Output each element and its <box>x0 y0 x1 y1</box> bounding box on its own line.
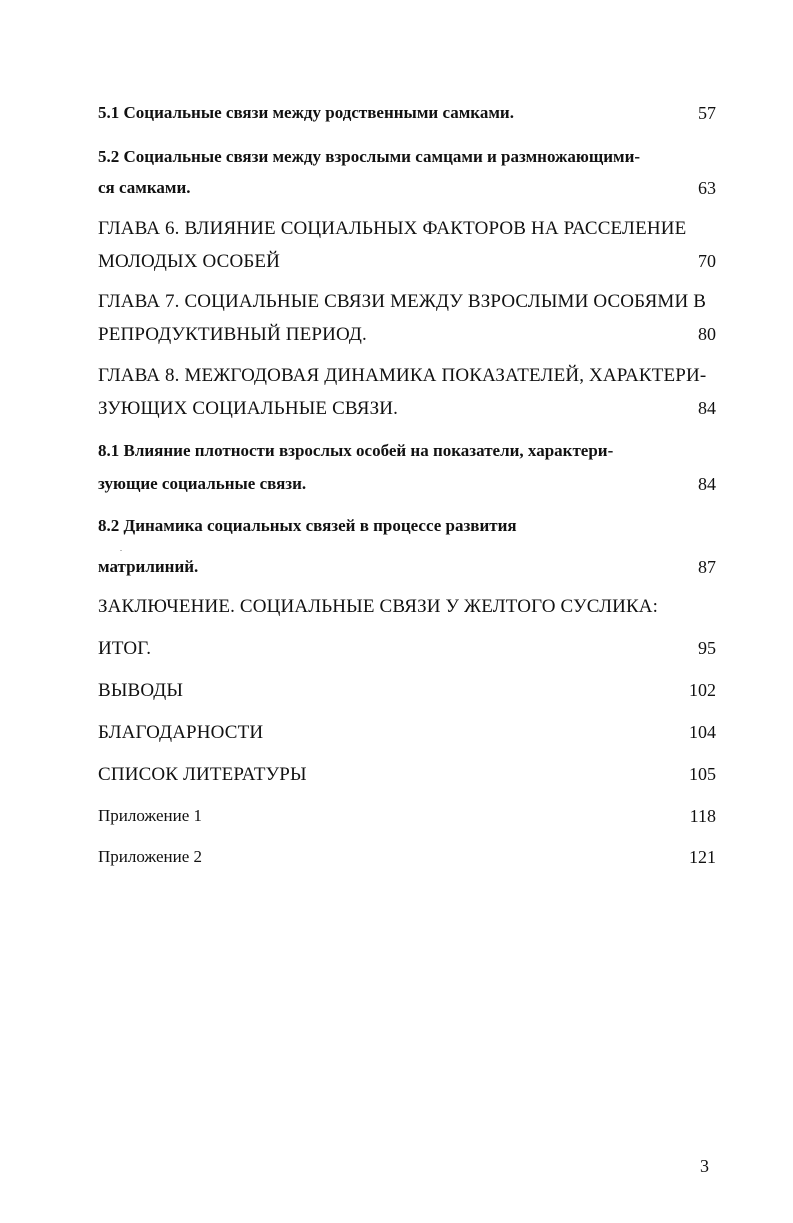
toc-page-number: 63 <box>698 178 716 198</box>
toc-page-number: 87 <box>698 557 716 577</box>
toc-entry-text: ВЫВОДЫ <box>98 680 184 701</box>
toc-page-number: 102 <box>689 680 716 700</box>
toc-entry-text: 8.2 Динамика социальных связей в процессе развития <box>98 516 517 535</box>
toc-page-number: 70 <box>698 251 716 271</box>
toc-entry-text-cont: ся самками. <box>98 178 191 197</box>
toc-page-number: 95 <box>698 638 716 658</box>
toc-page-number: 57 <box>698 103 716 123</box>
toc-page-number: 118 <box>689 806 716 826</box>
toc-page-number: 105 <box>689 764 716 784</box>
toc-entry-text: 8.1 Влияние плотности взрослых особей на показатели, характери- <box>98 441 614 460</box>
toc-entry-text: ГЛАВА 8. МЕЖГОДОВАЯ ДИНАМИКА ПОКАЗАТЕЛЕЙ, ХАРАКТЕРИ- <box>98 365 707 386</box>
toc-entry-text: ГЛАВА 6. ВЛИЯНИЕ СОЦИАЛЬНЫХ ФАКТОРОВ НА РАССЕЛЕНИЕ <box>98 218 687 239</box>
toc-page-number: 84 <box>698 474 716 494</box>
toc-entry-text: БЛАГОДАРНОСТИ <box>98 722 264 743</box>
scan-speck <box>120 550 122 551</box>
toc-entry-text: Приложение 1 <box>98 806 202 825</box>
toc-page-number: 84 <box>698 398 716 418</box>
toc-entry-text: Приложение 2 <box>98 847 202 866</box>
toc-entry-text: 5.1 Социальные связи между родственными самками. <box>98 103 514 122</box>
toc-entry-text-cont: матрилиний. <box>98 557 199 576</box>
toc-page-number: 80 <box>698 324 716 344</box>
toc-page-number: 104 <box>689 722 716 742</box>
toc-entry-text-cont: зующие социальные связи. <box>98 474 307 493</box>
toc-entry-text-cont: МОЛОДЫХ ОСОБЕЙ <box>98 251 281 272</box>
toc-entry-text-cont: РЕПРОДУКТИВНЫЙ ПЕРИОД. <box>98 324 367 345</box>
toc-entry-text: ГЛАВА 7. СОЦИАЛЬНЫЕ СВЯЗИ МЕЖДУ ВЗРОСЛЫМИ ОСОБЯМИ В <box>98 291 707 312</box>
toc-entry-text: ЗАКЛЮЧЕНИЕ. СОЦИАЛЬНЫЕ СВЯЗИ У ЖЕЛТОГО СУСЛИКА: <box>98 596 659 617</box>
toc-page-number: 121 <box>689 847 716 867</box>
toc-entry-text: 5.2 Социальные связи между взрослыми самцами и размножающими- <box>98 147 641 166</box>
toc-entry-text-cont: ЗУЮЩИХ СОЦИАЛЬНЫЕ СВЯЗИ. <box>98 398 399 419</box>
toc-entry-text: СПИСОК ЛИТЕРАТУРЫ <box>98 764 307 785</box>
footer-page-number: 3 <box>700 1156 709 1176</box>
toc-entry-text-cont: ИТОГ. <box>98 638 152 659</box>
